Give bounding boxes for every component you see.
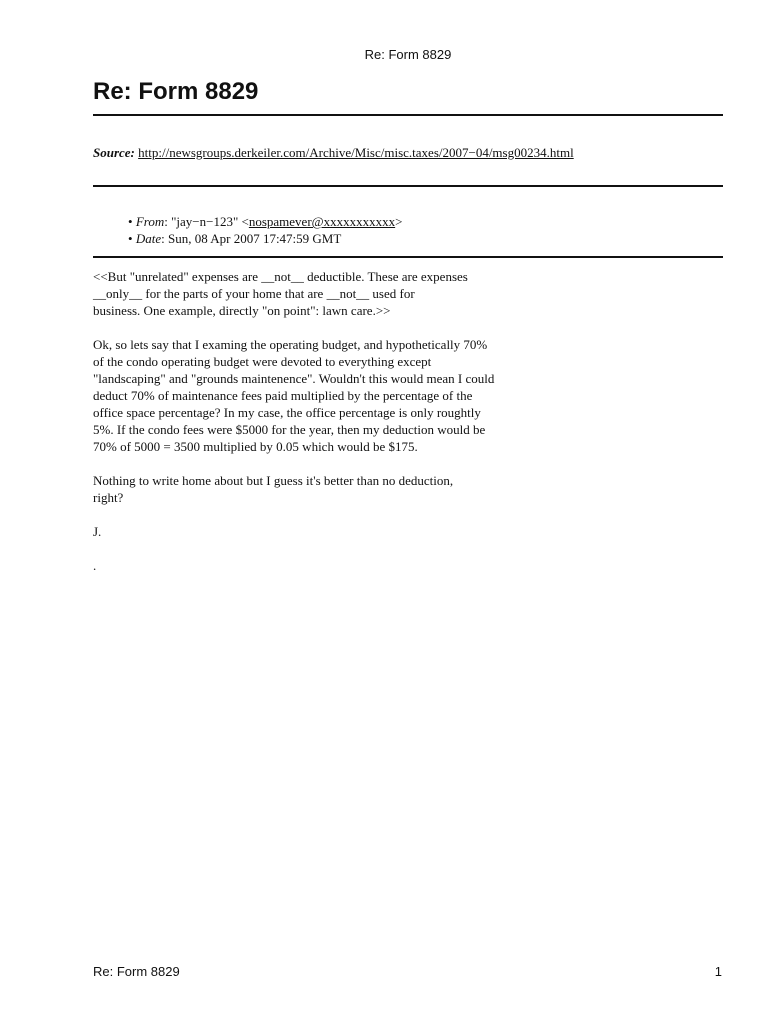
divider [93, 114, 723, 116]
body-paragraph: Nothing to write home about but I guess it's better than no deduction, right? [93, 473, 454, 505]
running-header: Re: Form 8829 [364, 47, 452, 62]
page-number: 1 [714, 964, 722, 979]
from-label: From [135, 214, 165, 229]
bullet: • [128, 214, 136, 229]
body-paragraph: Ok, so lets say that I examing the operating budget, and hypothetically 70% of the condo operating budget were devoted to everything except "landscaping" and "grounds maintenence". Wouldn't this would mean I could deduct 70% of maintenance fees paid multiplied by the percentage of the office space percentage? In my case, the office percentage is only roughtly 5%. If the condo fees were $5000 for the year, then my deduction would be 70% of 5000 = 3500 multiplied by 0.05 which would be $175. [93, 337, 495, 454]
message-body [93, 268, 613, 591]
quoted-paragraph: <<But "unrelated" expenses are __not__ deductible. These are expenses __only__ for the parts of your home that are __not__ used for business. One example, directly "on point": lawn care.>> [93, 269, 468, 318]
source-label: Source: [93, 145, 135, 160]
from-name: "jay−n−123" < [171, 214, 249, 229]
date-value: Sun, 08 Apr 2007 17:47:59 GMT [167, 231, 342, 246]
trailing-dot: . [93, 558, 97, 573]
source-line [93, 145, 574, 161]
from-email-link[interactable]: nospamever@xxxxxxxxxxx [248, 214, 396, 229]
bullet: • [128, 231, 136, 246]
divider [93, 185, 723, 187]
date-label: Date [135, 231, 162, 246]
divider [93, 256, 723, 258]
from-suffix: > [395, 214, 403, 229]
page-title: Re: Form 8829 [93, 78, 259, 105]
source-link[interactable]: http://newsgroups.derkeiler.com/Archive/Misc/misc.taxes/2007−04/msg00234.html [138, 145, 574, 160]
date-line: • Date: Sun, 08 Apr 2007 17:47:59 GMT [128, 231, 342, 246]
footer-title: Re: Form 8829 [93, 964, 180, 979]
message-meta [128, 213, 402, 247]
signature: J. [93, 524, 102, 539]
from-line: • From: "jay−n−123" <nospamever@xxxxxxxxxxx> [128, 214, 403, 229]
